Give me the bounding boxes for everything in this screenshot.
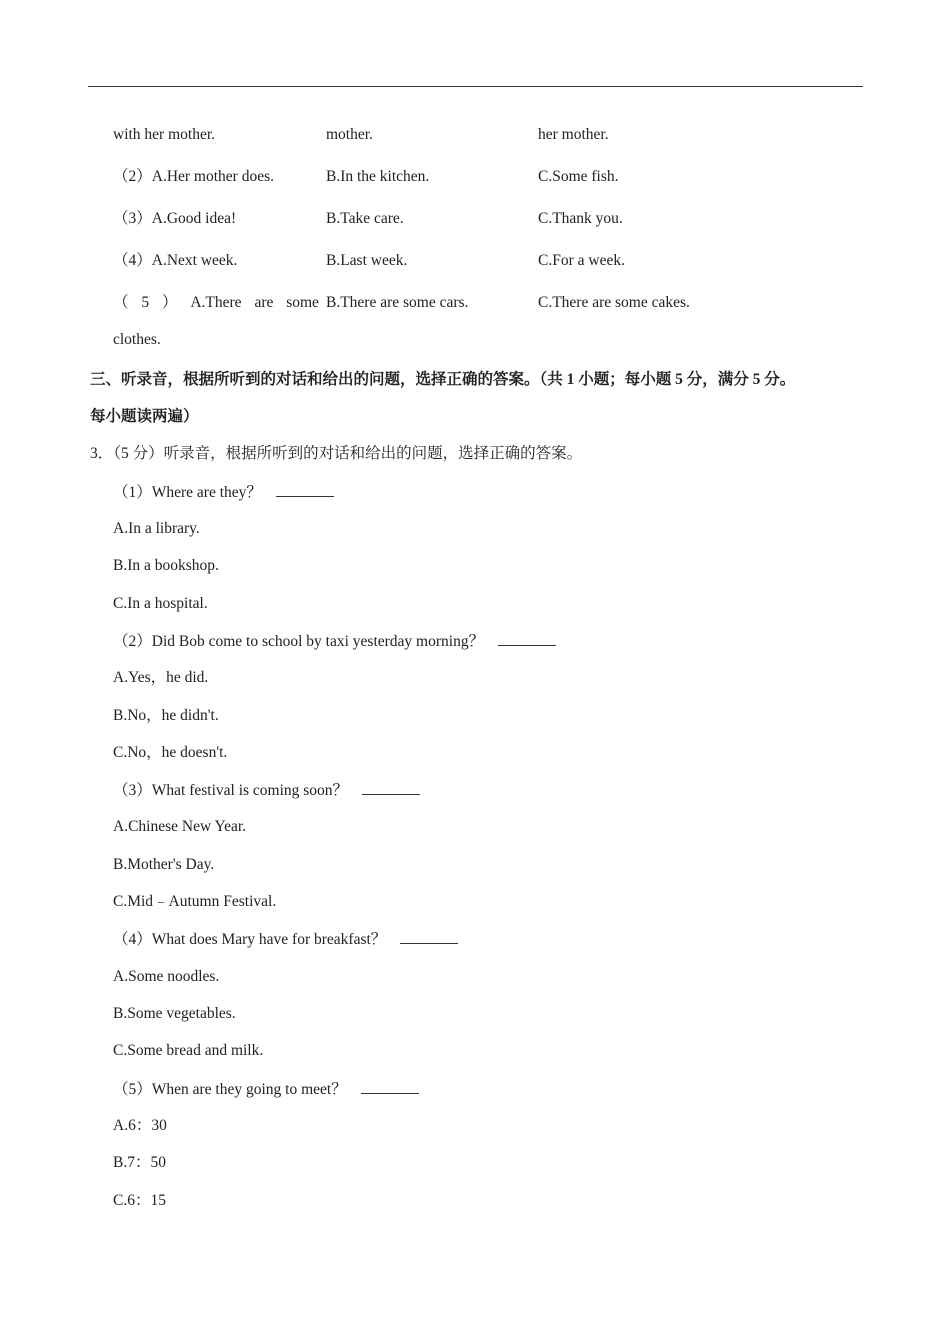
row2-col-c: C.Some fish. [538, 168, 619, 185]
q3-option-b: B.Mother's Day. [113, 856, 215, 873]
row5-col-a [113, 293, 319, 313]
row4-col-b: B.Last week. [326, 252, 408, 269]
row5-word-2: are [254, 294, 274, 311]
row5-word-1: A.There [190, 294, 242, 311]
sub-question-2 [113, 631, 556, 652]
q4-option-b: B.Some vegetables. [113, 1005, 236, 1022]
answer-blank-5[interactable] [361, 1079, 419, 1094]
q4-option-a: A.Some noodles. [113, 968, 220, 985]
q2-option-a: A.Yes，he did. [113, 669, 209, 686]
sub-question-5 [113, 1079, 419, 1100]
sub-question-3-text: （3）What festival is coming soon？ [113, 782, 349, 799]
q5-option-c: C.6：15 [113, 1192, 166, 1209]
sub-question-5-text: （5）When are they going to meet？ [113, 1081, 347, 1098]
question-stem: 3．（5 分）听录音，根据所听到的对话和给出的问题，选择正确的答案。 [90, 445, 583, 462]
sub-question-4 [113, 929, 458, 950]
sub-question-3 [113, 780, 420, 801]
row5-word-3: some [286, 294, 319, 311]
q3-option-c: C.Mid﹣Autumn Festival. [113, 893, 277, 910]
row5-col-c: C.There are some cakes. [538, 294, 690, 311]
sub-question-1-text: （1）Where are they？ [113, 484, 262, 501]
row1-col-c: her mother. [538, 126, 609, 143]
sub-question-4-text: （4）What does Mary have for breakfast？ [113, 931, 387, 948]
row1-col-a: with her mother. [113, 126, 216, 143]
row2-col-b: B.In the kitchen. [326, 168, 430, 185]
header-rule [88, 86, 863, 87]
section3-heading-line1: 三、听录音，根据所听到的对话和给出的问题，选择正确的答案。（共 1 小题；每小题 5 分，满分 5 分。 [90, 371, 796, 388]
row5-col-a-continued: clothes. [113, 331, 161, 348]
row3-col-c: C.Thank you. [538, 210, 623, 227]
section3-heading-line2: 每小题读两遍） [90, 408, 199, 425]
sub-question-2-text: （2）Did Bob come to school by taxi yesterday morning？ [113, 633, 485, 650]
answer-blank-3[interactable] [362, 780, 420, 795]
row2-col-a: （2）A.Her mother does. [113, 168, 274, 185]
row4-col-c: C.For a week. [538, 252, 625, 269]
answer-blank-4[interactable] [400, 929, 458, 944]
answer-blank-1[interactable] [276, 482, 334, 497]
q1-option-c: C.In a hospital. [113, 595, 208, 612]
q2-option-b: B.No，he didn't. [113, 707, 219, 724]
row3-col-b: B.Take care. [326, 210, 404, 227]
q1-option-a: A.In a library. [113, 520, 200, 537]
row5-paren-close: ） [161, 294, 178, 311]
sub-question-1 [113, 482, 334, 503]
answer-blank-2[interactable] [498, 631, 556, 646]
row3-col-a: （3）A.Good idea! [113, 210, 237, 227]
q3-option-a: A.Chinese New Year. [113, 818, 247, 835]
row4-col-a: （4）A.Next week. [113, 252, 238, 269]
q1-option-b: B.In a bookshop. [113, 557, 219, 574]
q5-option-a: A.6：30 [113, 1117, 167, 1134]
row5-col-b: B.There are some cars. [326, 294, 469, 311]
row5-number: 5 [141, 294, 150, 311]
row5-paren-open: （ [113, 294, 129, 311]
q4-option-c: C.Some bread and milk. [113, 1042, 264, 1059]
q2-option-c: C.No，he doesn't. [113, 744, 228, 761]
q5-option-b: B.7：50 [113, 1154, 166, 1171]
row1-col-b: mother. [326, 126, 373, 143]
